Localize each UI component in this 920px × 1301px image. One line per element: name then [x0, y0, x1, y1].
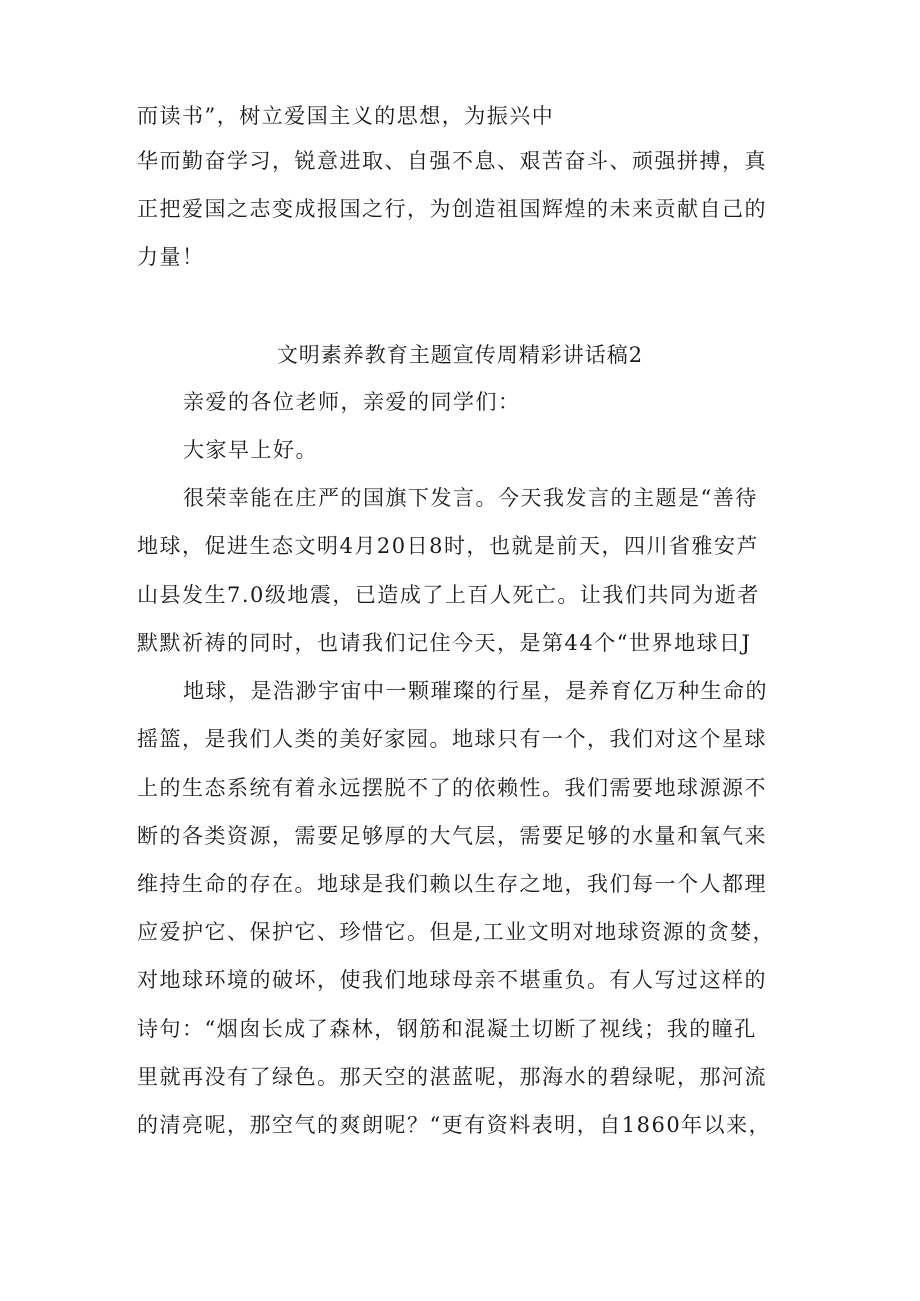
text-line: 断的各类资源，需要足够厚的大气层，需要足够的水量和氧气来	[137, 824, 767, 848]
text-line: 摇篮，是我们人类的美好家园。地球只有一个，我们对这个星球	[137, 727, 767, 751]
text-line: 而读书”，树立爱国主义的思想，为振兴中	[137, 104, 555, 128]
text-line: 正把爱国之志变成报国之行，为创造祖国辉煌的未来贡献自己的	[137, 197, 767, 221]
text-line: 上的生态系统有着永远摆脱不了的依赖性。我们需要地球源源不	[137, 776, 767, 800]
text-line: 山县发生7.0级地震，已造成了上百人死亡。让我们共同为逝者	[137, 583, 760, 607]
morning-line: 大家早上好。	[183, 438, 318, 462]
text-line: 对地球环境的破坏，使我们地球母亲不堪重负。有人写过这样的	[137, 968, 767, 992]
text-line: 里就再没有了绿色。那天空的湛蓝呢，那海水的碧绿呢，那河流	[137, 1065, 767, 1089]
text-line: 维持生命的存在。地球是我们赖以生存之地，我们每一个人都理	[137, 872, 767, 896]
text-line: 华而勤奋学习，锐意进取、自强不息、艰苦奋斗、顽强拼搏，真	[137, 149, 767, 173]
text-line: 地球，促进生态文明4月20日8时，也就是前天，四川省雅安芦	[137, 534, 759, 558]
text-line: 很荣幸能在庄严的国旗下发言。今天我发言的主题是“善待	[183, 486, 758, 510]
text-line: 地球，是浩渺宇宙中一颗璀璨的行星，是养育亿万种生命的	[183, 679, 768, 703]
section-title: 文明素养教育主题宣传周精彩讲话稿2	[276, 343, 644, 367]
text-line: 的清亮呢，那空气的爽朗呢？“更有资料表明，自1860年以来，	[137, 1113, 772, 1137]
text-line: 默默祈祷的同时，也请我们记住今天，是第44个“世界地球日J	[137, 631, 752, 655]
text-line: 应爱护它、保护它、珍惜它。但是,工业文明对地球资源的贪婪，	[137, 920, 776, 944]
text-line: 力量！	[137, 245, 205, 269]
greeting-line: 亲爱的各位老师，亲爱的同学们：	[183, 390, 521, 414]
text-line: 诗句：“烟囱长成了森林，钢筋和混凝土切断了视线；我的瞳孔	[137, 1017, 757, 1041]
